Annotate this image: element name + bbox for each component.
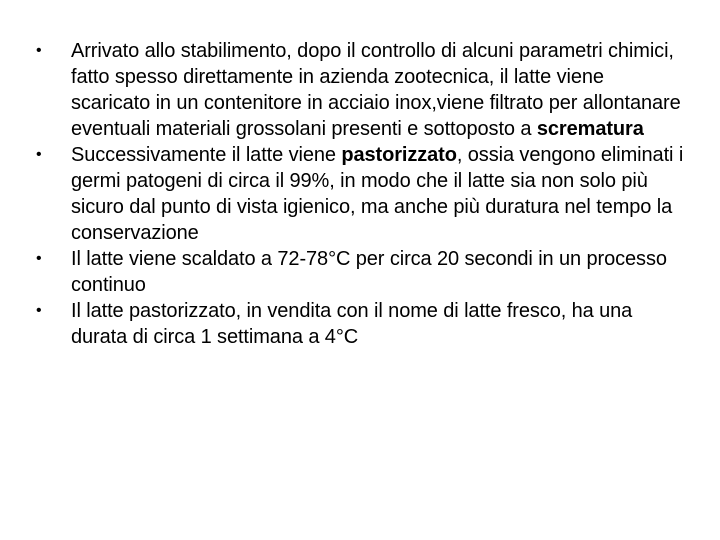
bullet-item-durata	[36, 298, 686, 350]
bullet-dot-icon: •	[36, 42, 42, 59]
bullet-item-pastorizzato	[36, 142, 686, 246]
bullet-bold-term: pastorizzato	[341, 144, 457, 166]
bullet-dot-icon: •	[36, 146, 42, 163]
bullet-text: Successivamente il latte viene	[71, 144, 342, 166]
bullet-text: Il latte pastorizzato, in vendita con il nome di latte fresco, ha una durata di circa 1 settimana a 4°C	[71, 300, 633, 348]
bullet-bold-term: scrematura	[536, 118, 644, 140]
bullet-list	[36, 38, 686, 350]
bullet-text-after: , ossia vengono eliminati i germi patogeni di circa il 99%, in modo che il latte sia non solo più sicuro dal punto di vista igienico, ma anche più duratura nel tempo la conservazione	[71, 144, 684, 244]
bullet-text: Arrivato allo stabilimento, dopo il controllo di alcuni parametri chimici, fatto spesso direttamente in azienda zootecnica, il latte viene scaricato in un contenitore in acciaio inox,viene filtrato per allontanare eventuali materiali grossolani presenti e sottoposto a	[71, 40, 681, 140]
bullet-dot-icon: •	[36, 302, 42, 319]
bullet-text: Il latte viene scaldato a 72-78°C per circa 20 secondi in un processo continuo	[71, 248, 667, 296]
bullet-item-scrematura	[36, 38, 686, 142]
bullet-item-temperatura	[36, 246, 686, 298]
bullet-dot-icon: •	[36, 250, 42, 267]
